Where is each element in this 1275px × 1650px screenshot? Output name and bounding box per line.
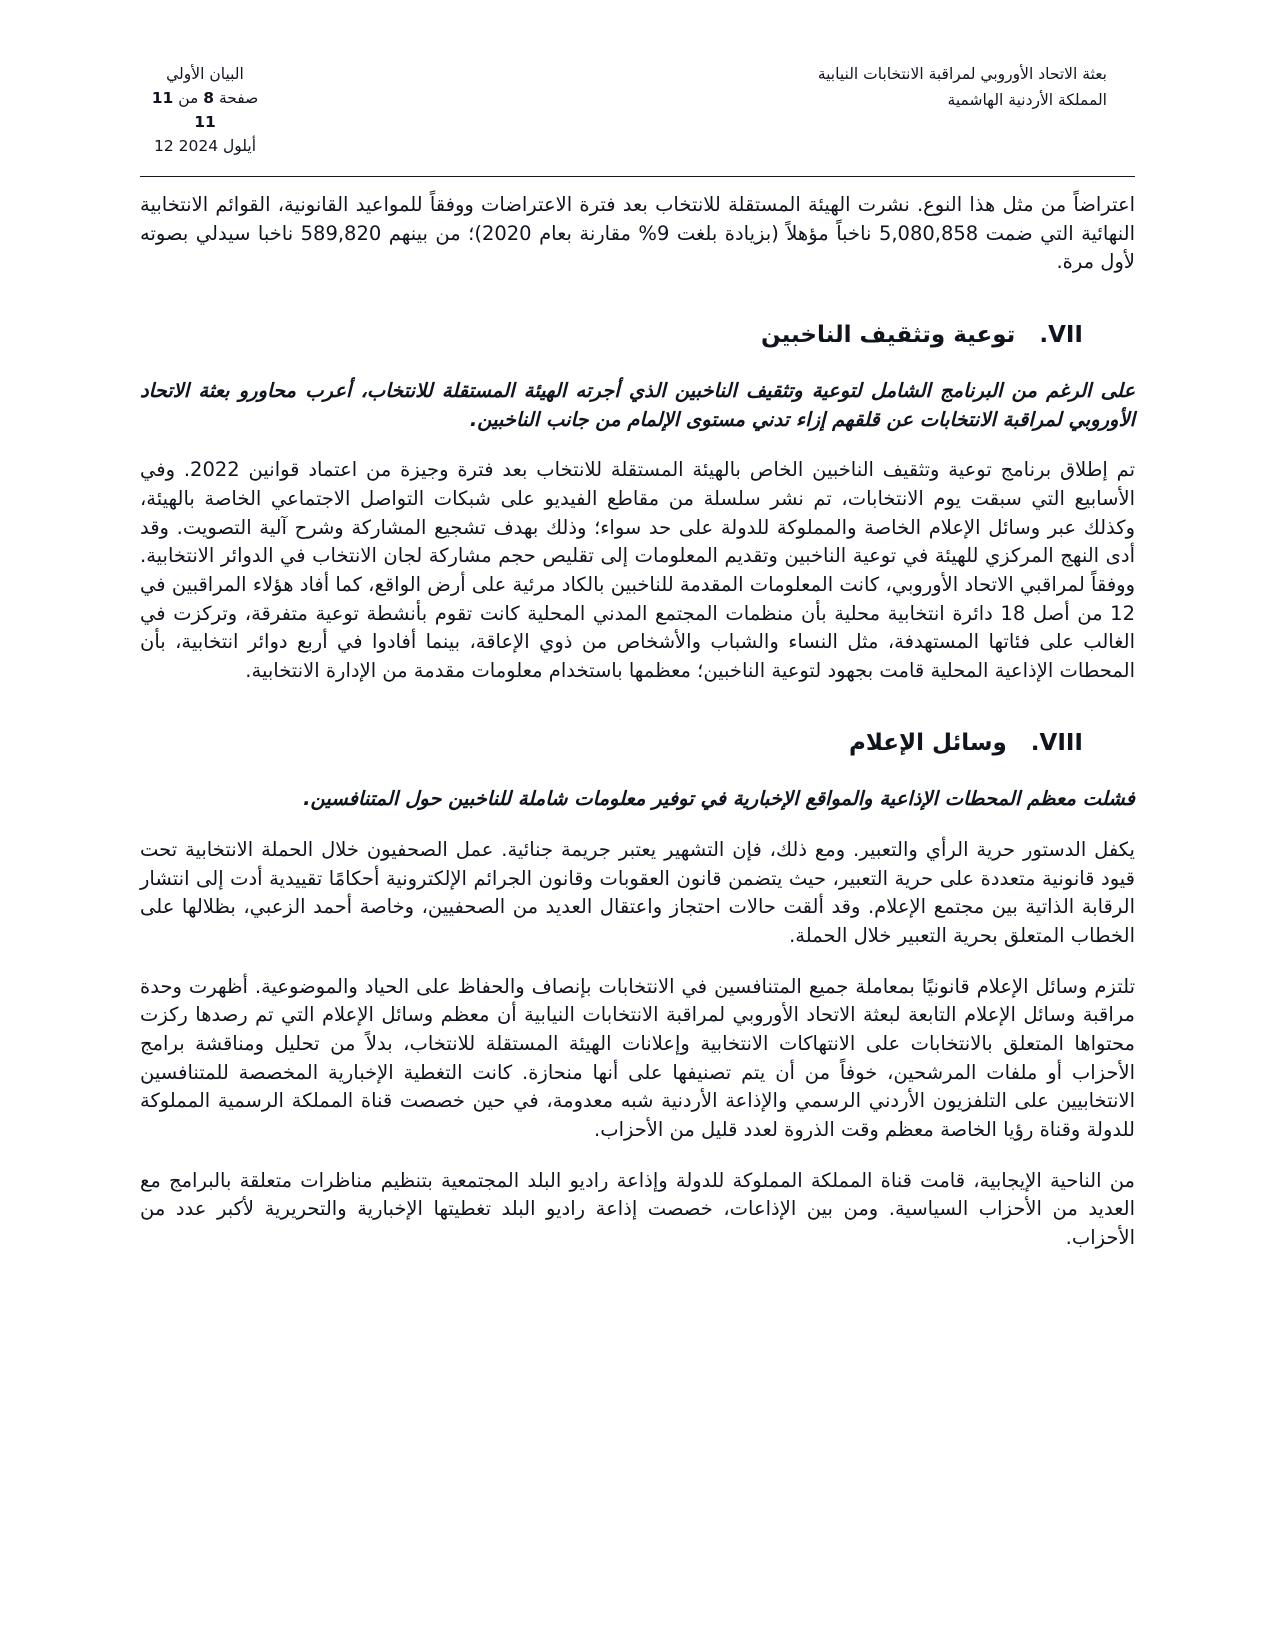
- page-number-continued: [146, 110, 264, 134]
- page-number: [146, 86, 264, 110]
- section-viii-paragraph-1: يكفل الدستور حرية الرأي والتعبير. ومع ذلك، فإن التشهير يعتبر جريمة جنائية. عمل الصحفيون خلال الحملة الانتخابية تحت قيود قانونية متعددة على حرية التعبير، حيث يتضمن قانون العقوبات وقانون الجرائم الإلكترونية أحكامًا تقييدية أدت إلى انتشار الرقابة الذاتية بين مجتمع الإعلام. وقد ألقت حالات احتجاز واعتقال العديد من الصحفيين، وخاصة أحمد الزعبي، بظلالها على الخطاب المتعلق بحرية التعبير خلال الحملة.: [140, 838, 1135, 947]
- page-info-block: [140, 62, 264, 158]
- section-viii-lead: فشلت معظم المحطات الإذاعية والمواقع الإخبارية في توفير معلومات شاملة للناخبين حول المتنافسين.: [303, 787, 1135, 811]
- page-total-wrapped: 11: [194, 113, 216, 132]
- section-viii-paragraph-3: من الناحية الإيجابية، قامت قناة المملكة المملوكة للدولة وإذاعة راديو البلد المجتمعية بتنظيم مناظرات متعلقة بالبرامج مع العديد من الأحزاب السياسية. ومن بين الإذاعات، خصصت إذاعة راديو البلد تغطيتها الإخبارية والتحريرية لأكبر عدد من الأحزاب.: [140, 1168, 1135, 1249]
- section-vii-lead: على الرغم من البرنامج الشامل لتوعية وتثقيف الناخبين الذي أجرته الهيئة المستقلة للانتخاب، أعرب محاورو بعثة الاتحاد الأوروبي لمراقبة الانتخابات عن قلقهم إزاء تدني مستوى الإلمام من جانب الناخبين.: [140, 378, 1135, 431]
- mission-info-block: [818, 62, 1135, 113]
- section-vii-title: توعية وتثقيف الناخبين: [760, 322, 1016, 349]
- document-body: [140, 191, 1135, 1253]
- intro-paragraph: اعتراضاً من مثل هذا النوع. نشرت الهيئة المستقلة للانتخاب بعد فترة الاعتراضات ووفقاً للمواعيد القانونية، القوائم الانتخابية النهائية التي ضمت 5,080,858 ناخباً مؤهلاً (بزيادة بلغت 9% مقارنة بعام 2020)؛ من بينهم 589,820 ناخبا سيدلي بصوته لأول مرة.: [140, 193, 1136, 274]
- section-viii-paragraph-2: تلتزم وسائل الإعلام قانونيًا بمعاملة جميع المتنافسين في الانتخابات بإنصاف والحفاظ على الحياد والموضوعية. أظهرت وحدة مراقبة وسائل الإعلام التابعة لبعثة الاتحاد الأوروبي لمراقبة الانتخابات النيابية أن معظم وسائل الإعلام التي تم رصدها ركزت محتواها المتعلق بالانتخابات على الانتهاكات الانتخابية وإعلانات الهيئة المستقلة للانتخاب، بدلاً من تحليل ومناقشة برامج الأحزاب أو ملفات المرشحين، خوفاً من أن يتم تصنيفها على أنها منحازة. كانت التغطية الإخبارية المخصصة للمتنافسين الانتخابيين على التلفزيون الأردني الرسمي والإذاعة الأردنية شبه معدومة، في حين خصصت قناة المملكة الرسمية المملوكة للدولة وقناة رؤيا الخاصة معظم وقت الذروة لعدد قليل من الأحزاب.: [140, 974, 1135, 1141]
- page-current-number: 8: [203, 89, 215, 108]
- document-header: [140, 62, 1135, 158]
- country-name: المملكة الأردنية الهاشمية: [947, 90, 1107, 109]
- mission-name: بعثة الاتحاد الأوروبي لمراقبة الانتخابات النيابية: [817, 65, 1107, 83]
- header-divider: [140, 176, 1135, 177]
- page-total-number: 11: [151, 89, 174, 108]
- page-word: صفحة: [218, 89, 259, 108]
- section-viii-title: وسائل الإعلام: [848, 730, 1007, 757]
- statement-title: البيان الأولي: [166, 65, 244, 83]
- statement-date: 12 أيلول 2024: [153, 137, 257, 156]
- section-vii-heading: [140, 321, 1083, 351]
- page-of-word: من: [178, 89, 199, 108]
- section-viii-number: VIII.: [1030, 730, 1083, 757]
- section-viii-heading: [140, 729, 1083, 759]
- section-vii-paragraph-1: تم إطلاق برنامج توعية وتثقيف الناخبين الخاص بالهيئة المستقلة للانتخاب بعد فترة وجيزة من اعتماد قوانين 2022. وفي الأسابيع التي سبقت يوم الانتخابات، تم نشر سلسلة من مقاطع الفيديو على شبكات التواصل الاجتماعي الخاصة بالهيئة، وكذلك عبر وسائل الإعلام الخاصة والمملوكة للدولة على حد سواء؛ وذلك بهدف تشجيع المشاركة وشرح آلية التصويت. وقد أدى النهج المركزي للهيئة في توعية الناخبين وتقديم المعلومات إلى تقليص حجم مشاركة لجان الانتخاب في الدوائر الانتخابية. ووفقاً لمراقبي الاتحاد الأوروبي، كانت المعلومات المقدمة للناخبين بالكاد مرئية على أرض الواقع، كما أفاد هؤلاء المراقبين في 12 من أصل 18 دائرة انتخابية محلية بأن منظمات المجتمع المدني المحلية كانت تقوم بأنشطة توعية متفرقة، وتركزت في الغالب على فئاتها المستهدفة، مثل النساء والشباب والأشخاص من ذوي الإعاقة، بينما أفادوا في أربع دوائر انتخابية، بأن المحطات الإذاعية المحلية قامت بجهود لتوعية الناخبين؛ معظمها باستخدام معلومات مقدمة من الإدارة الانتخابية.: [140, 458, 1136, 682]
- section-vii-number: VII.: [1039, 322, 1083, 349]
